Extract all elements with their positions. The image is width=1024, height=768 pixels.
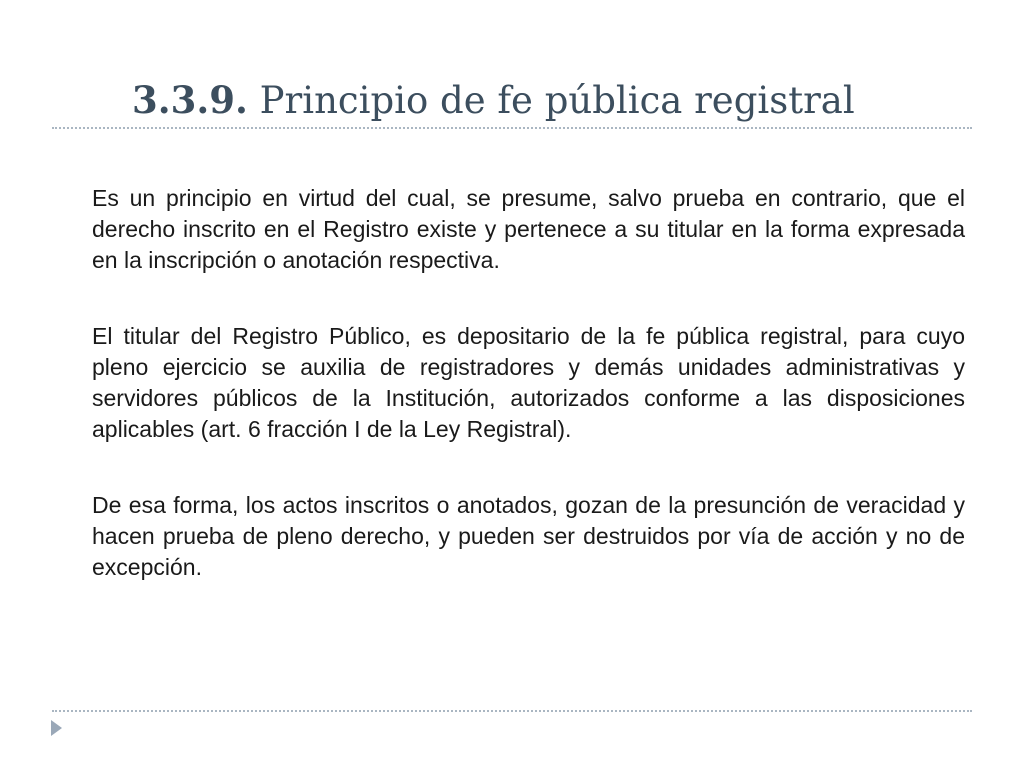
title-text: Principio de fe pública registral	[259, 79, 855, 122]
paragraph-2: El titular del Registro Público, es depositario de la fe pública registral, para cuyo pleno ejercicio se auxilia de registradores y demás unidades administrativas y servidores públicos de la Institución, autorizados conforme a las disposiciones aplicables (art. 6 fracción I de la Ley Registral).	[92, 323, 965, 442]
paragraph-3: De esa forma, los actos inscritos o anotados, gozan de la presunción de veracidad y hacen prueba de pleno derecho, y pueden ser destruidos por vía de acción y no de excepción.	[92, 492, 965, 580]
slide-title	[132, 72, 972, 129]
paragraph-1: Es un principio en virtud del cual, se presume, salvo prueba en contrario, que el derecho inscrito en el Registro existe y pertenece a su titular en la forma expresada en la inscripción o anotación respectiva.	[92, 185, 965, 273]
footer-divider	[52, 710, 972, 712]
slide-body	[92, 183, 965, 628]
triangle-right-icon[interactable]	[51, 720, 62, 736]
title-divider	[52, 127, 972, 129]
title-number: 3.3.9.	[132, 78, 248, 122]
